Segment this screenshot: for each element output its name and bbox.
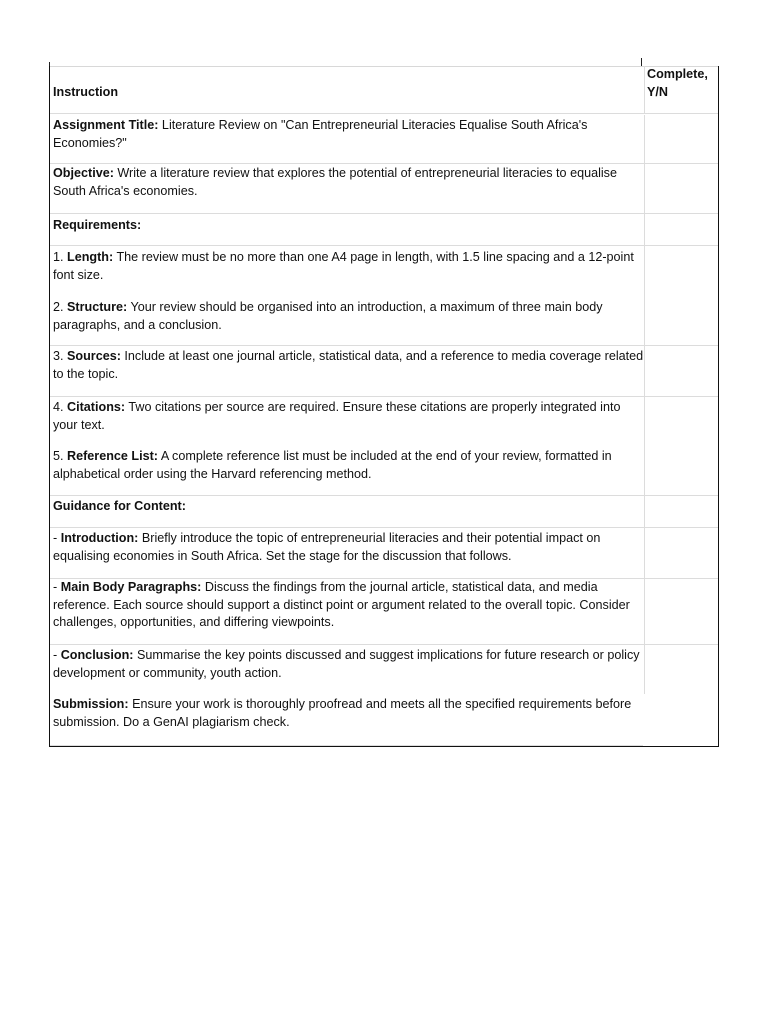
- row-prefix: 1.: [53, 250, 68, 264]
- complete-cell[interactable]: [644, 397, 719, 447]
- row-label: Citations:: [67, 400, 126, 414]
- row-label: Reference List:: [67, 449, 159, 463]
- table-row: [50, 214, 718, 246]
- table-row: [50, 496, 718, 528]
- complete-cell[interactable]: [644, 528, 719, 579]
- instruction-cell: [50, 447, 644, 496]
- row-label: Requirements:: [53, 218, 142, 232]
- row-prefix: -: [53, 531, 61, 545]
- table-row: [50, 528, 718, 579]
- row-label: Conclusion:: [60, 648, 134, 662]
- row-prefix: -: [53, 648, 61, 662]
- row-prefix: -: [53, 580, 61, 594]
- row-prefix: 5.: [53, 449, 68, 463]
- instruction-header: [50, 66, 644, 114]
- table-row: [50, 447, 718, 496]
- instruction-cell: [50, 346, 644, 397]
- instruction-cell: [50, 528, 644, 579]
- instruction-table: [49, 66, 719, 747]
- row-prefix: 4.: [53, 400, 68, 414]
- row-label: Guidance for Content:: [53, 499, 186, 513]
- table-row: [50, 645, 718, 694]
- row-text: Briefly introduce the topic of entrepreneurial literacies and their potential impact on equalising economies in South Africa. Set the stage for the discussion that follows.: [53, 531, 601, 563]
- complete-cell[interactable]: [644, 496, 719, 528]
- row-label: Introduction:: [60, 531, 139, 545]
- row-text: Discuss the findings from the journal article, statistical data, and media reference. Each source should support a distinct point or argument related to the overall topic. Consider challenges, opportunities, and differing viewpoints.: [53, 580, 630, 629]
- row-text: A complete reference list must be included at the end of your review, formatted in alphabetical order using the Harvard referencing method.: [53, 449, 612, 481]
- row-label: Length:: [67, 250, 114, 264]
- instruction-cell: [50, 115, 644, 164]
- instruction-cell: [50, 579, 644, 645]
- complete-cell[interactable]: [644, 246, 719, 298]
- row-label: Submission:: [53, 697, 129, 711]
- instruction-cell: [50, 397, 644, 447]
- complete-cell[interactable]: [644, 645, 719, 694]
- complete-cell[interactable]: [644, 164, 719, 214]
- column-tick-mark: [641, 58, 642, 66]
- instruction-cell: [50, 298, 644, 346]
- row-text: Your review should be organised into an introduction, a maximum of three main body paragraphs, and a conclusion.: [53, 300, 603, 332]
- table-row: [50, 397, 718, 447]
- complete-cell[interactable]: [644, 579, 719, 645]
- instruction-cell: [50, 496, 644, 528]
- instruction-cell: [50, 246, 644, 298]
- table-row: [50, 164, 718, 214]
- row-label: Sources:: [67, 349, 121, 363]
- complete-cell[interactable]: [644, 298, 719, 346]
- row-text: Two citations per source are required. Ensure these citations are properly integrated into your text.: [53, 400, 621, 432]
- table-header-row: [50, 66, 718, 114]
- complete-cell[interactable]: [644, 115, 719, 164]
- row-text: Write a literature review that explores the potential of entrepreneurial literacies to equalise South Africa's economies.: [53, 166, 617, 198]
- complete-cell[interactable]: [644, 214, 719, 246]
- instruction-cell: [50, 214, 644, 246]
- row-text: Include at least one journal article, statistical data, and a reference to media coverage related to the topic.: [53, 349, 644, 381]
- table-row: [50, 694, 718, 746]
- row-label: Assignment Title:: [53, 118, 159, 132]
- table-row: [50, 246, 718, 298]
- complete-cell[interactable]: [644, 694, 719, 746]
- instruction-cell: [50, 645, 644, 694]
- row-prefix: 2.: [53, 300, 68, 314]
- row-text: The review must be no more than one A4 page in length, with 1.5 line spacing and a 12-point font size.: [53, 250, 634, 282]
- row-text: Ensure your work is thoroughly proofread and meets all the specified requirements before submission. Do a GenAI plagiarism check.: [53, 697, 632, 729]
- complete-header: [644, 66, 719, 114]
- row-label: Main Body Paragraphs:: [60, 580, 202, 594]
- row-text: Summarise the key points discussed and suggest implications for future research or policy development or community, youth action.: [53, 648, 640, 680]
- table-row: [50, 298, 718, 346]
- instruction-cell: [50, 164, 644, 214]
- table-row: [50, 579, 718, 645]
- row-label: Structure:: [67, 300, 128, 314]
- complete-header-line2: Y/N: [647, 84, 668, 99]
- row-prefix: 3.: [53, 349, 68, 363]
- row-label: Objective:: [53, 166, 114, 180]
- complete-cell[interactable]: [644, 447, 719, 496]
- table-row: [50, 346, 718, 397]
- instruction-cell: [50, 694, 644, 746]
- row-text: Literature Review on "Can Entrepreneurial Literacies Equalise South Africa's Economies?": [53, 118, 588, 150]
- complete-header-line1: Complete,: [647, 67, 708, 81]
- instruction-header-text: Instruction: [53, 85, 119, 99]
- complete-cell[interactable]: [644, 346, 719, 397]
- table-row: [50, 115, 718, 164]
